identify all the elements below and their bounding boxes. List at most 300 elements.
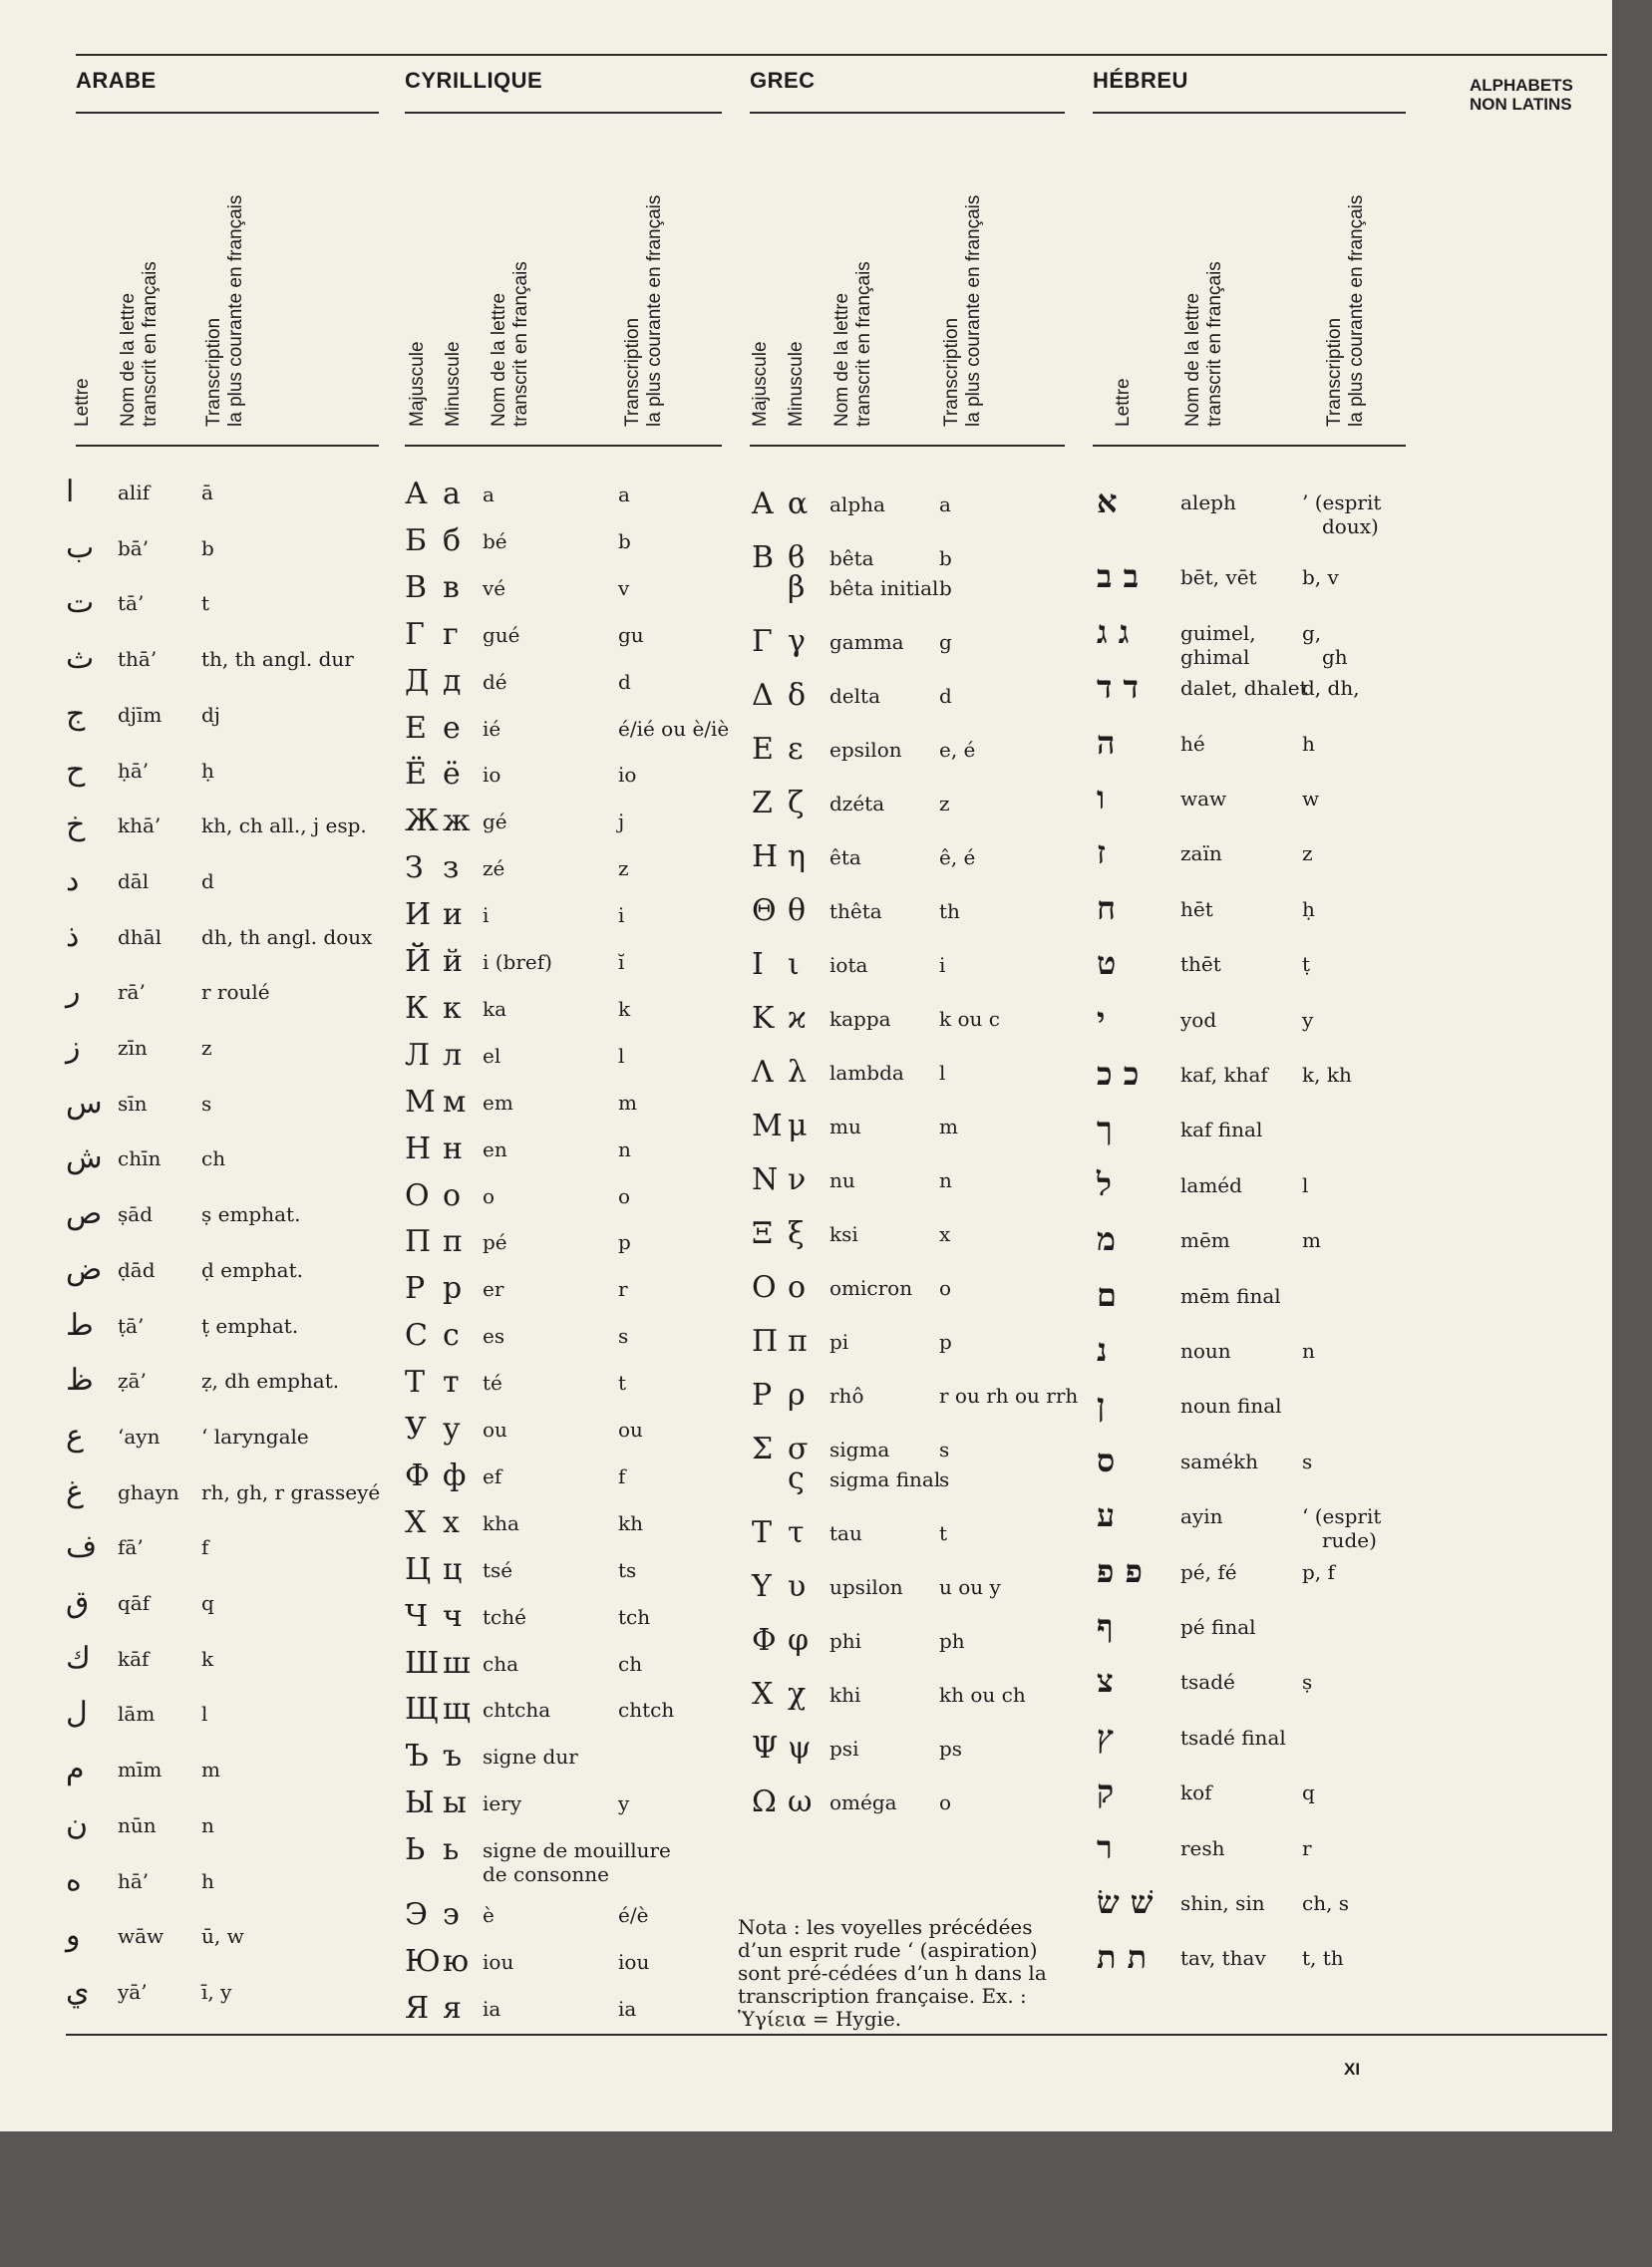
cyr-minuscule: ь bbox=[443, 1832, 460, 1868]
arabe-transcription: ṣ emphat. bbox=[201, 1202, 301, 1227]
cyr-name: ié bbox=[483, 716, 501, 741]
grec-col-transcription: Transcription la plus courante en français bbox=[941, 194, 984, 427]
arabe-letter: ز bbox=[66, 1030, 81, 1065]
hebreu-name: aleph bbox=[1180, 490, 1236, 514]
cyrillique-colhead-rule bbox=[405, 445, 722, 447]
hebreu-letter: ד ד bbox=[1097, 668, 1139, 707]
cyr-minuscule: о bbox=[443, 1177, 462, 1213]
arabe-header-rule bbox=[76, 112, 379, 114]
grec-minuscule: β bbox=[788, 570, 806, 605]
arabe-col-lettre: Lettre bbox=[72, 378, 93, 427]
cyr-majuscule: Я bbox=[405, 1990, 430, 2026]
arabe-letter: خ bbox=[66, 808, 86, 843]
cyr-majuscule: Л bbox=[405, 1037, 431, 1073]
cyr-majuscule: К bbox=[405, 990, 429, 1026]
grec-transcription: e, é bbox=[939, 738, 976, 762]
grec-minuscule: η bbox=[788, 839, 806, 874]
arabe-name: tā’ bbox=[118, 591, 145, 616]
cyr-majuscule: Щ bbox=[405, 1692, 440, 1728]
cyr-minuscule: ф bbox=[443, 1457, 467, 1493]
hebreu-transcription: y bbox=[1302, 1007, 1314, 1032]
grec-minuscule: ι bbox=[788, 947, 800, 982]
cyr-transcription: v bbox=[618, 575, 630, 600]
hebreu-transcription: h bbox=[1302, 731, 1315, 756]
hebreu-letter: ן bbox=[1097, 1386, 1106, 1425]
cyr-transcription: é/è bbox=[618, 1903, 649, 1927]
hebreu-name: shin, sin bbox=[1180, 1891, 1265, 1915]
arabe-letter: ط bbox=[66, 1307, 94, 1343]
hebreu-letter: מ bbox=[1097, 1220, 1116, 1259]
cyr-minuscule: щ bbox=[443, 1692, 471, 1728]
hebreu-transcription: ch, s bbox=[1302, 1891, 1350, 1915]
cyr-name: em bbox=[483, 1090, 513, 1115]
cyr-minuscule: э bbox=[443, 1897, 460, 1932]
grec-majuscule: Φ bbox=[752, 1623, 777, 1658]
grec-minuscule: ν bbox=[788, 1162, 807, 1197]
grec-majuscule: Α bbox=[752, 486, 774, 521]
grec-name: mu bbox=[829, 1115, 861, 1138]
arabe-letter: ت bbox=[66, 585, 95, 621]
cyr-transcription: o bbox=[618, 1183, 631, 1208]
grec-majuscule: Χ bbox=[752, 1677, 774, 1712]
cyr-transcription: l bbox=[618, 1043, 625, 1068]
cyr-majuscule: Ф bbox=[405, 1457, 430, 1493]
grec-col-majuscule: Majuscule bbox=[750, 341, 771, 427]
cyr-name: è bbox=[483, 1903, 495, 1927]
cyr-name: iery bbox=[483, 1791, 522, 1816]
hebreu-col-transcription: Transcription la plus courante en français bbox=[1324, 194, 1367, 427]
grec-transcription: ps bbox=[939, 1737, 963, 1761]
arabe-transcription: rh, gh, r grasseyé bbox=[201, 1479, 381, 1504]
grec-majuscule: Ζ bbox=[752, 786, 773, 820]
grec-transcription: b bbox=[939, 546, 952, 570]
arabe-transcription: ā bbox=[201, 481, 213, 504]
cyr-majuscule: Б bbox=[405, 522, 428, 558]
grec-majuscule: Κ bbox=[752, 1001, 775, 1036]
arabe-name: khā’ bbox=[118, 813, 162, 838]
cyr-minuscule: ж bbox=[443, 804, 471, 839]
grec-transcription: l bbox=[939, 1061, 946, 1085]
cyr-transcription: t bbox=[618, 1371, 627, 1396]
grec-nota: Nota : les voyelles précédées d’un esprit rude ‘ (aspiration) sont pré-cédées d’un h dans la transcription française. Ex. : Ὑγίεια = Hygie. bbox=[738, 1915, 1047, 2031]
grec-name: epsilon bbox=[829, 738, 902, 762]
grec-majuscule: Η bbox=[752, 839, 779, 874]
arabe-letter: م bbox=[66, 1752, 85, 1787]
alphabets-label bbox=[1470, 76, 1573, 114]
grec-transcription: t bbox=[939, 1521, 948, 1545]
grec-transcription: r ou rh ou rrh bbox=[939, 1384, 1079, 1408]
cyr-col-minuscule: Minuscule bbox=[443, 341, 464, 427]
cyr-minuscule: ш bbox=[443, 1645, 471, 1681]
cyr-transcription: f bbox=[618, 1463, 626, 1488]
arabe-name: rā’ bbox=[118, 980, 146, 1005]
cyr-transcription: y bbox=[618, 1791, 630, 1816]
grec-transcription: o bbox=[939, 1276, 952, 1300]
alphabets-line1: ALPHABETS bbox=[1470, 76, 1573, 95]
arabe-name: bā’ bbox=[118, 535, 150, 560]
cyr-name: io bbox=[483, 763, 501, 788]
arabe-col-transcription: Transcription la plus courante en français bbox=[203, 194, 246, 427]
hebreu-transcription: t, th bbox=[1302, 1946, 1344, 1971]
grec-name: khi bbox=[829, 1683, 861, 1707]
arabe-letter: ا bbox=[66, 475, 75, 509]
cyr-majuscule: Ц bbox=[405, 1551, 432, 1587]
arabe-name: wāw bbox=[118, 1924, 165, 1949]
grec-transcription: o bbox=[939, 1790, 952, 1814]
grec-majuscule: Τ bbox=[752, 1515, 773, 1550]
cyr-transcription: gu bbox=[618, 622, 644, 647]
hebreu-transcription-line2: rude) bbox=[1322, 1528, 1377, 1553]
cyr-minuscule: й bbox=[443, 944, 463, 979]
hebreu-name: tsadé final bbox=[1180, 1725, 1286, 1750]
hebreu-transcription: ‘ (esprit bbox=[1302, 1504, 1382, 1529]
arabe-name: kāf bbox=[118, 1646, 150, 1671]
cyr-majuscule: В bbox=[405, 569, 428, 605]
cyr-minuscule: м bbox=[443, 1084, 467, 1120]
cyr-name: tsé bbox=[483, 1557, 513, 1582]
grec-name: omicron bbox=[829, 1276, 913, 1300]
cyr-majuscule: Х bbox=[405, 1504, 427, 1540]
grec-minuscule: ξ bbox=[788, 1216, 805, 1251]
grec-minuscule: λ bbox=[788, 1055, 808, 1090]
arabe-letter: ح bbox=[66, 752, 86, 788]
arabe-letter: د bbox=[66, 862, 80, 898]
hebreu-transcription: d, dh, bbox=[1302, 676, 1360, 701]
hebreu-letter: א bbox=[1097, 483, 1118, 520]
hebreu-name: resh bbox=[1180, 1835, 1225, 1860]
cyr-col-majuscule: Majuscule bbox=[407, 341, 428, 427]
grec-minuscule: α bbox=[788, 486, 809, 521]
cyr-transcription: ia bbox=[618, 1996, 637, 2021]
arabe-transcription: b bbox=[201, 535, 214, 560]
hebreu-transcription: ’ (esprit bbox=[1302, 490, 1382, 514]
hebreu-letter: ת ת bbox=[1097, 1938, 1148, 1977]
grec-transcription: p bbox=[939, 1330, 952, 1354]
cyr-transcription: d bbox=[618, 669, 631, 694]
hebreu-transcription: r bbox=[1302, 1835, 1312, 1860]
grec-minuscule: χ bbox=[788, 1677, 807, 1712]
arabe-name: ẓā’ bbox=[118, 1369, 147, 1394]
cyr-name: signe dur bbox=[483, 1745, 578, 1770]
arabe-transcription: z bbox=[201, 1036, 212, 1060]
scan-background bbox=[0, 2131, 1652, 2267]
hebreu-letter: נ bbox=[1097, 1331, 1108, 1369]
cyr-name: zé bbox=[483, 856, 505, 881]
cyr-transcription: kh bbox=[618, 1510, 643, 1535]
hebreu-col-lettre: Lettre bbox=[1113, 378, 1134, 427]
grec-majuscule: Ν bbox=[752, 1162, 779, 1197]
arabe-name: ghayn bbox=[118, 1479, 179, 1504]
arabe-letter: غ bbox=[66, 1473, 84, 1509]
grec-col-nom: Nom de la lettre transcrit en français bbox=[831, 261, 874, 427]
arabe-letter: ش bbox=[66, 1140, 103, 1176]
arabe-transcription: ch bbox=[201, 1146, 226, 1171]
grec-transcription: n bbox=[939, 1168, 952, 1192]
grec-minuscule: π bbox=[788, 1324, 808, 1359]
grec-transcription: k ou c bbox=[939, 1007, 1000, 1031]
arabe-name: lām bbox=[118, 1702, 156, 1727]
cyr-minuscule: ё bbox=[443, 757, 461, 793]
cyr-transcription: tch bbox=[618, 1604, 651, 1629]
cyr-name: té bbox=[483, 1371, 502, 1396]
grec-name: bêta bbox=[829, 546, 874, 570]
arabe-letter: ر bbox=[66, 974, 81, 1010]
cyr-name: ia bbox=[483, 1996, 501, 2021]
cyr-transcription: iou bbox=[618, 1949, 650, 1974]
hebreu-name: hēt bbox=[1180, 896, 1213, 921]
arabe-transcription: m bbox=[201, 1758, 220, 1782]
grec-majuscule: Δ bbox=[752, 678, 774, 713]
cyr-name: cha bbox=[483, 1651, 519, 1676]
bottom-rule bbox=[66, 2034, 1607, 2036]
arabe-colhead-rule bbox=[76, 445, 379, 447]
hebreu-letter: ך bbox=[1097, 1110, 1113, 1148]
cyr-majuscule: Н bbox=[405, 1131, 432, 1166]
arabe-transcription: s bbox=[201, 1091, 212, 1116]
hebreu-letter: ר bbox=[1097, 1827, 1113, 1866]
grec-name: kappa bbox=[829, 1007, 891, 1031]
hebreu-letter: ה bbox=[1097, 723, 1116, 762]
cyr-minuscule: п bbox=[443, 1224, 463, 1260]
grec-col-minuscule: Minuscule bbox=[786, 341, 807, 427]
arabe-transcription: h bbox=[201, 1868, 214, 1893]
grec-name: oméga bbox=[829, 1790, 897, 1814]
grec-minuscule: μ bbox=[788, 1109, 808, 1143]
hebreu-letter: ק bbox=[1097, 1773, 1115, 1811]
arabe-transcription: ū, w bbox=[201, 1924, 244, 1949]
hebreu-name: dalet, dhalet bbox=[1180, 676, 1308, 701]
hebreu-transcription-line2: doux) bbox=[1322, 514, 1379, 538]
hebreu-name: pé, fé bbox=[1180, 1559, 1237, 1584]
cyr-name: iou bbox=[483, 1949, 514, 1974]
hebreu-letter: ז bbox=[1097, 833, 1106, 872]
grec-name: lambda bbox=[829, 1061, 904, 1085]
cyr-minuscule: р bbox=[443, 1271, 463, 1307]
hebreu-name: tav, thav bbox=[1180, 1946, 1266, 1971]
cyr-minuscule: у bbox=[443, 1412, 461, 1447]
cyr-name: i bbox=[483, 903, 490, 928]
hebreu-letter: ף bbox=[1097, 1607, 1114, 1645]
arabe-name: nūn bbox=[118, 1812, 157, 1837]
grec-transcription: i bbox=[939, 953, 946, 977]
cyr-name-line2: de consonne bbox=[483, 1862, 610, 1887]
cyr-name: el bbox=[483, 1043, 501, 1068]
hebreu-letter: צ bbox=[1097, 1662, 1114, 1701]
cyr-minuscule: н bbox=[443, 1131, 463, 1166]
grec-name: nu bbox=[829, 1168, 855, 1192]
hebreu-letter: פ פ bbox=[1097, 1551, 1143, 1590]
hebreu-header-rule bbox=[1093, 112, 1406, 114]
hebreu-letter: ח bbox=[1097, 888, 1116, 927]
grec-minuscule: ο bbox=[788, 1270, 807, 1305]
arabe-name: ṭā’ bbox=[118, 1313, 145, 1338]
arabe-transcription: ī, y bbox=[201, 1979, 232, 2004]
hebreu-name: guimel, bbox=[1180, 620, 1256, 645]
hebreu-letter: ל bbox=[1097, 1164, 1112, 1203]
hebreu-letter: ע bbox=[1097, 1496, 1116, 1535]
hebreu-name: kof bbox=[1180, 1781, 1212, 1805]
arabe-letter: ظ bbox=[66, 1363, 94, 1399]
cyr-minuscule: д bbox=[443, 663, 462, 699]
cyr-name: bé bbox=[483, 528, 507, 553]
cyr-transcription: ou bbox=[618, 1418, 643, 1442]
arabe-name: chīn bbox=[118, 1146, 162, 1171]
grec-majuscule: Ο bbox=[752, 1270, 777, 1305]
arabe-name: djīm bbox=[118, 702, 163, 727]
cyr-majuscule: Ю bbox=[405, 1943, 441, 1979]
cyr-transcription: ch bbox=[618, 1651, 643, 1676]
cyr-minuscule: т bbox=[443, 1365, 460, 1401]
hebreu-transcription-line2: gh bbox=[1322, 644, 1348, 669]
hebreu-name: zaïn bbox=[1180, 841, 1222, 866]
grec-transcription: s bbox=[939, 1438, 950, 1461]
grec-transcription: m bbox=[939, 1115, 958, 1138]
cyr-minuscule: и bbox=[443, 897, 463, 933]
hebreu-transcription: l bbox=[1302, 1172, 1309, 1197]
arabe-transcription: l bbox=[201, 1702, 208, 1727]
hebreu-transcription: g, bbox=[1302, 620, 1322, 645]
grec-majuscule: Π bbox=[752, 1324, 779, 1359]
cyr-majuscule: Ш bbox=[405, 1645, 440, 1681]
grec-transcription: ê, é bbox=[939, 845, 976, 869]
arabe-name: mīm bbox=[118, 1758, 163, 1782]
grec-name: bêta initial bbox=[829, 576, 939, 600]
grec-transcription: z bbox=[939, 792, 950, 815]
grec-majuscule: Ρ bbox=[752, 1378, 773, 1413]
arabe-name: qāf bbox=[118, 1591, 151, 1615]
grec-minuscule: σ bbox=[788, 1432, 809, 1466]
cyr-minuscule: ч bbox=[443, 1598, 463, 1634]
cyr-majuscule: Р bbox=[405, 1271, 426, 1307]
cyr-minuscule: к bbox=[443, 990, 462, 1026]
arabe-transcription: dh, th angl. doux bbox=[201, 924, 373, 949]
cyr-transcription: i bbox=[618, 903, 625, 928]
cyr-name: vé bbox=[483, 575, 506, 600]
cyr-transcription: chtch bbox=[618, 1698, 675, 1723]
cyr-minuscule: х bbox=[443, 1504, 460, 1540]
grec-minuscule: ς bbox=[788, 1461, 805, 1496]
arabe-transcription: ṭ emphat. bbox=[201, 1313, 299, 1338]
cyr-name: ef bbox=[483, 1463, 502, 1488]
arabe-letter: ل bbox=[66, 1696, 88, 1732]
grec-transcription: ph bbox=[939, 1629, 965, 1653]
grec-majuscule: Ω bbox=[752, 1784, 777, 1819]
cyr-transcription: k bbox=[618, 996, 631, 1021]
grec-name: iota bbox=[829, 953, 868, 977]
cyr-transcription: z bbox=[618, 856, 629, 881]
arabe-name: ḥā’ bbox=[118, 758, 150, 783]
arabe-letter: ب bbox=[66, 529, 95, 565]
hebreu-letter: ג ג bbox=[1097, 612, 1130, 651]
cyr-name: en bbox=[483, 1136, 507, 1161]
arabe-letter: ي bbox=[66, 1973, 90, 2009]
grec-majuscule: Υ bbox=[752, 1569, 772, 1604]
arabe-letter: ع bbox=[66, 1418, 84, 1454]
cyr-minuscule: ц bbox=[443, 1551, 463, 1587]
hebreu-colhead-rule bbox=[1093, 445, 1406, 447]
cyr-name: es bbox=[483, 1324, 505, 1349]
grec-name: phi bbox=[829, 1629, 862, 1653]
grec-name: gamma bbox=[829, 630, 904, 654]
grec-minuscule: ζ bbox=[788, 786, 805, 820]
hebreu-letter: י bbox=[1097, 999, 1106, 1038]
cyr-name: gué bbox=[483, 622, 520, 647]
arabe-name: ḍād bbox=[118, 1257, 156, 1282]
cyr-name: er bbox=[483, 1277, 504, 1302]
cyr-majuscule: У bbox=[405, 1412, 427, 1447]
cyr-name: kha bbox=[483, 1510, 519, 1535]
cyr-name: chtcha bbox=[483, 1698, 551, 1723]
cyr-col-nom: Nom de la lettre transcrit en français bbox=[489, 261, 531, 427]
cyr-majuscule: Е bbox=[405, 710, 427, 746]
hebreu-letter: ץ bbox=[1097, 1717, 1114, 1756]
grec-minuscule: υ bbox=[788, 1569, 807, 1604]
cyr-majuscule: Ъ bbox=[405, 1739, 429, 1775]
grec-majuscule: Β bbox=[752, 540, 775, 575]
cyr-transcription: a bbox=[618, 483, 630, 506]
grec-transcription: kh ou ch bbox=[939, 1683, 1026, 1707]
grec-majuscule: Ξ bbox=[752, 1216, 774, 1251]
arabe-name: zīn bbox=[118, 1036, 148, 1060]
hebreu-name: hé bbox=[1180, 731, 1205, 756]
arabe-name: dāl bbox=[118, 868, 150, 893]
grec-name: ksi bbox=[829, 1222, 858, 1246]
grec-minuscule: ρ bbox=[788, 1378, 806, 1413]
hebreu-transcription: n bbox=[1302, 1339, 1315, 1363]
cyr-name: a bbox=[483, 483, 495, 506]
arabe-letter: ك bbox=[66, 1640, 91, 1676]
grec-name: sigma bbox=[829, 1438, 890, 1461]
grec-name: delta bbox=[829, 684, 880, 708]
grec-majuscule: Λ bbox=[752, 1055, 774, 1090]
cyr-majuscule: И bbox=[405, 897, 432, 933]
grec-minuscule: γ bbox=[788, 624, 806, 659]
cyrillique-header-rule bbox=[405, 112, 722, 114]
hebreu-name: mēm final bbox=[1180, 1283, 1281, 1308]
cyr-minuscule: я bbox=[443, 1990, 462, 2026]
hebreu-name: mēm bbox=[1180, 1228, 1230, 1253]
grec-minuscule: δ bbox=[788, 678, 807, 713]
grec-transcription: b bbox=[939, 576, 952, 600]
arabe-name: fā’ bbox=[118, 1535, 144, 1560]
grec-majuscule: Ι bbox=[752, 947, 764, 982]
cyr-minuscule: в bbox=[443, 569, 460, 605]
hebreu-transcription: b, v bbox=[1302, 565, 1339, 590]
hebreu-name: noun bbox=[1180, 1339, 1231, 1363]
cyr-name: ka bbox=[483, 996, 507, 1021]
arabe-letter: ق bbox=[66, 1585, 90, 1620]
grec-transcription: x bbox=[939, 1222, 951, 1246]
grec-name: alpha bbox=[829, 492, 885, 516]
arabe-name: dhāl bbox=[118, 924, 163, 949]
cyr-majuscule: Ч bbox=[405, 1598, 429, 1634]
cyr-name: ou bbox=[483, 1418, 507, 1442]
hebreu-transcription: k, kh bbox=[1302, 1063, 1352, 1087]
grec-transcription: u ou y bbox=[939, 1575, 1001, 1599]
arabe-transcription: q bbox=[201, 1591, 214, 1615]
hebreu-name: laméd bbox=[1180, 1172, 1242, 1197]
hebreu-transcription: s bbox=[1302, 1449, 1313, 1473]
hebreu-letter: ם bbox=[1097, 1275, 1117, 1314]
arabe-name: ṣād bbox=[118, 1202, 153, 1227]
arabe-letter: ج bbox=[66, 696, 86, 732]
grec-minuscule: ϰ bbox=[788, 1001, 807, 1036]
cyr-minuscule: з bbox=[443, 850, 460, 886]
cyr-majuscule: Й bbox=[405, 944, 432, 979]
hebreu-name: pé final bbox=[1180, 1615, 1256, 1639]
hebreu-transcription: q bbox=[1302, 1781, 1315, 1805]
hebreu-transcription: w bbox=[1302, 787, 1320, 810]
